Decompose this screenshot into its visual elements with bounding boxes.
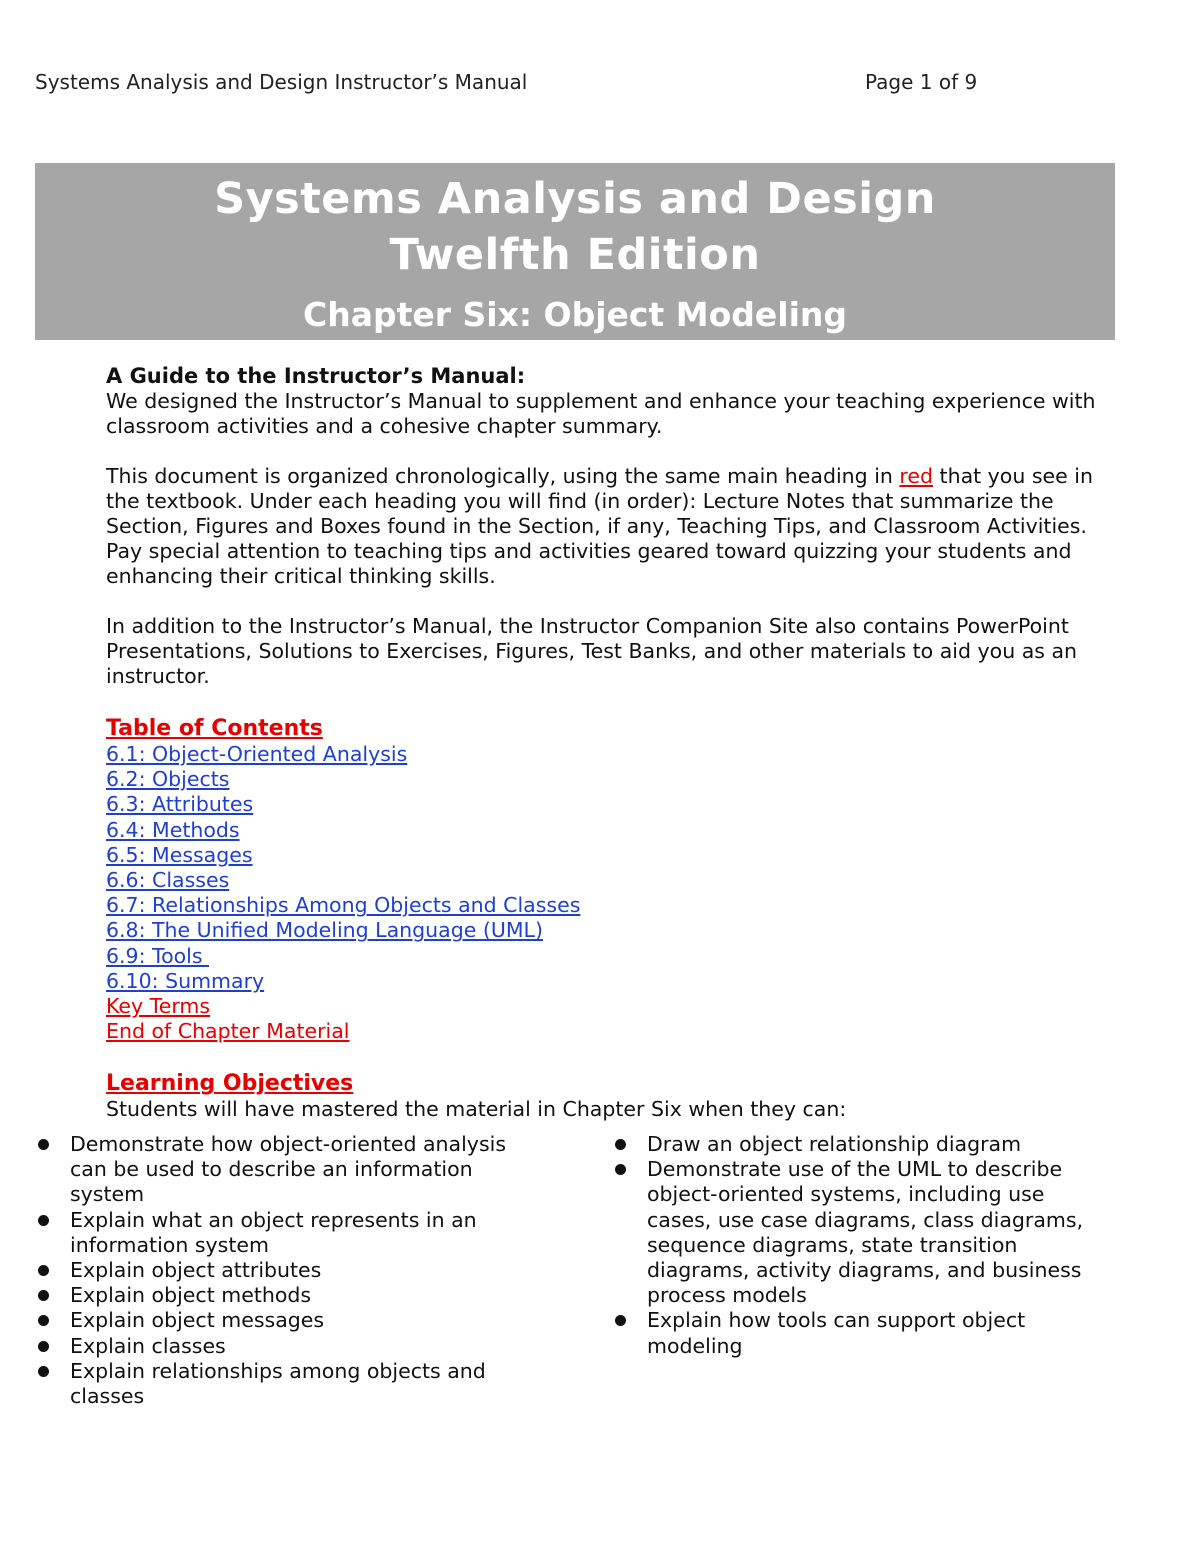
toc-link-6-8[interactable]: 6.8: The Unified Modeling Language (UML)	[106, 918, 543, 943]
objectives-left-column	[35, 1132, 535, 1409]
guide-paragraph-2	[106, 464, 1116, 589]
objective-item	[35, 1334, 535, 1359]
page-number: Page 1 of 9	[865, 70, 978, 94]
toc-link-6-3[interactable]: 6.3: Attributes	[106, 792, 254, 817]
running-header	[35, 70, 995, 94]
learning-objectives-heading: Learning Objectives	[106, 1071, 354, 1097]
objective-item	[612, 1132, 1112, 1157]
toc-item	[106, 818, 1116, 843]
bullet-icon	[38, 1215, 49, 1226]
guide-paragraph-2-end: that you see in the textbook. Under each heading you will find (in order): Lecture Notes that summarize the Section, Figures and Boxes found in the Section, if any, Teaching Tips, and Classroom Activities. Pay special attention to teaching tips and activities geared toward quizzing your students and enhancing their critical thinking skills.	[106, 464, 1093, 588]
bullet-icon	[38, 1290, 49, 1301]
objective-text: Explain what an object represents in an information system	[70, 1207, 477, 1257]
toc-item	[106, 742, 1116, 767]
objective-item	[35, 1208, 535, 1258]
objective-item	[35, 1258, 535, 1283]
bullet-icon	[38, 1265, 49, 1276]
guide-heading: A Guide to the Instructor’s Manual:	[106, 364, 526, 388]
objective-text: Explain how tools can support object modeling	[647, 1308, 1026, 1358]
bullet-icon	[38, 1341, 49, 1352]
objective-text: Demonstrate how object-oriented analysis can be used to describe an information system	[70, 1132, 506, 1207]
toc-item	[106, 843, 1116, 868]
objectives-right-column	[612, 1132, 1112, 1359]
toc-item	[106, 994, 1116, 1019]
toc-link-6-10[interactable]: 6.10: Summary	[106, 968, 265, 993]
guide-paragraph-2-start: This document is organized chronologically, using the same main heading in	[106, 464, 900, 488]
objective-text: Explain object methods	[70, 1283, 312, 1308]
toc-link-6-2[interactable]: 6.2: Objects	[106, 767, 230, 792]
bullet-icon	[38, 1315, 49, 1326]
toc-link-6-4[interactable]: 6.4: Methods	[106, 817, 240, 842]
chapter-title: Chapter Six: Object Modeling	[302, 295, 848, 334]
toc-link-6-9[interactable]: 6.9: Tools	[106, 943, 210, 968]
bullet-icon	[615, 1139, 626, 1150]
toc-link-key-terms[interactable]: Key Terms	[106, 994, 211, 1019]
objective-item	[35, 1132, 535, 1208]
objective-text: Explain object attributes	[70, 1258, 322, 1283]
objective-text: Demonstrate use of the UML to describe object-oriented systems, including use cases, use case diagrams, class diagrams, sequence diagrams, state transition diagrams, activity diagrams, and business process models	[647, 1157, 1084, 1308]
title-banner	[35, 163, 1115, 340]
bullet-icon	[38, 1366, 49, 1377]
toc-list	[106, 742, 1116, 1044]
toc-link-6-1[interactable]: 6.1: Object-Oriented Analysis	[106, 742, 408, 766]
main-content	[106, 364, 1116, 1122]
toc-link-6-5[interactable]: 6.5: Messages	[106, 842, 253, 867]
objective-text: Explain relationships among objects and classes	[70, 1358, 486, 1409]
manual-title: Systems Analysis and Design Instructor’s Manual	[35, 70, 528, 94]
objective-text: Explain object messages	[70, 1308, 325, 1333]
red-heading-word: red	[899, 464, 934, 488]
edition: Twelfth Edition	[389, 230, 761, 280]
objective-item	[612, 1157, 1112, 1308]
objective-text: Explain classes	[70, 1333, 226, 1358]
objective-item	[35, 1283, 535, 1308]
toc-item	[106, 792, 1116, 817]
toc-link-6-7[interactable]: 6.7: Relationships Among Objects and Classes	[106, 893, 581, 918]
toc-item	[106, 944, 1116, 969]
toc-link-6-6[interactable]: 6.6: Classes	[106, 868, 230, 893]
bullet-icon	[38, 1139, 49, 1150]
toc-item	[106, 767, 1116, 792]
objective-item	[612, 1308, 1112, 1358]
objective-text: Draw an object relationship diagram	[647, 1132, 1022, 1156]
guide-paragraph-3: In addition to the Instructor’s Manual, the Instructor Companion Site also contains PowerPoint Presentations, Solutions to Exercises, Figures, Test Banks, and other materials to aid you as an instructor.	[106, 614, 1078, 688]
objective-item	[35, 1308, 535, 1333]
toc-item	[106, 1019, 1116, 1044]
objective-item	[35, 1359, 535, 1409]
bullet-icon	[615, 1164, 626, 1175]
toc-item	[106, 868, 1116, 893]
toc-item	[106, 918, 1116, 943]
bullet-icon	[615, 1315, 626, 1326]
toc-link-end-of-chapter[interactable]: End of Chapter Material	[106, 1019, 350, 1044]
toc-item	[106, 893, 1116, 918]
book-title: Systems Analysis and Design	[214, 174, 936, 224]
toc-item	[106, 969, 1116, 994]
guide-paragraph-1: We designed the Instructor’s Manual to supplement and enhance your teaching experience with classroom activities and a cohesive chapter summary.	[106, 389, 1096, 438]
learning-objectives-intro: Students will have mastered the material in Chapter Six when they can:	[106, 1097, 847, 1122]
toc-heading: Table of Contents	[106, 716, 323, 741]
